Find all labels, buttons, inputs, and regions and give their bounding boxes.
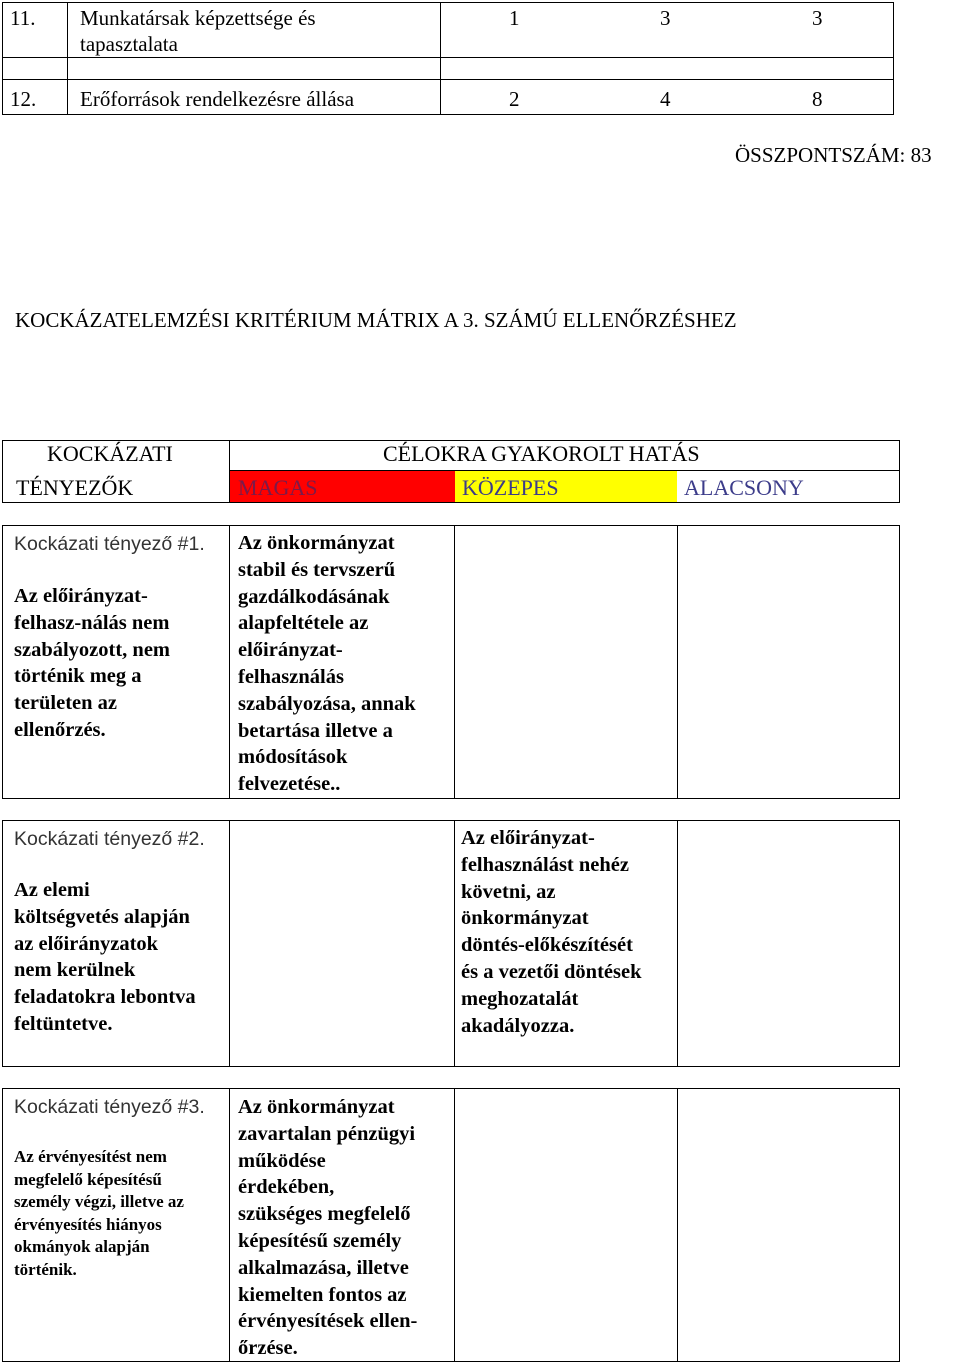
factor-header: TÉNYEZŐK bbox=[16, 475, 134, 500]
row-value: 3 bbox=[812, 6, 823, 30]
matrix-border bbox=[229, 470, 899, 471]
matrix-border bbox=[677, 820, 678, 1067]
matrix-border bbox=[899, 820, 900, 1067]
description-line: költségvetés alapján bbox=[14, 905, 190, 928]
description-line: Az előirányzat- bbox=[14, 585, 148, 607]
impact-line: Az önkormányzat bbox=[238, 532, 395, 554]
impact-line: Az előirányzat- bbox=[461, 827, 595, 849]
matrix-border bbox=[229, 525, 230, 799]
matrix-border bbox=[2, 525, 899, 526]
impact-line: akadályozza. bbox=[461, 1014, 575, 1037]
matrix-border bbox=[899, 1088, 900, 1362]
description-line: területen az bbox=[14, 692, 118, 715]
description-line: feladatokra lebontva bbox=[14, 986, 196, 1009]
table-border bbox=[2, 57, 894, 58]
matrix-border bbox=[2, 525, 3, 799]
description-line: feltüntetve. bbox=[14, 1012, 113, 1035]
impact-line: működése bbox=[238, 1149, 326, 1172]
matrix-title: KOCKÁZATELEMZÉSI KRITÉRIUM MÁTRIX A 3. SZÁMÚ ELLENŐRZÉSHEZ bbox=[15, 308, 737, 332]
impact-line: betartása illetve a bbox=[238, 719, 393, 742]
impact-header: CÉLOKRA GYAKOROLT HATÁS bbox=[383, 441, 700, 466]
description-line: történik meg a bbox=[14, 665, 142, 688]
row-value: 4 bbox=[660, 87, 671, 111]
matrix-border bbox=[677, 525, 678, 799]
impact-line: követni, az bbox=[461, 880, 556, 903]
description-line: Az elemi bbox=[14, 879, 90, 901]
matrix-border bbox=[677, 1088, 678, 1362]
risk-factor-description bbox=[14, 1146, 184, 1281]
description-line: érvényesítés hiányos bbox=[14, 1214, 162, 1234]
matrix-border bbox=[2, 820, 899, 821]
description-line: okmányok alapján bbox=[14, 1237, 150, 1256]
table-border bbox=[893, 2, 894, 115]
impact-line: döntés-előkészítését bbox=[461, 934, 633, 957]
impact-line: érdekében, bbox=[238, 1176, 335, 1199]
impact-line: szükséges megfelelő bbox=[238, 1203, 411, 1226]
matrix-border bbox=[2, 1066, 899, 1067]
impact-line: alapfeltétele az bbox=[238, 612, 369, 635]
matrix-border bbox=[2, 1088, 899, 1089]
medium-impact-text bbox=[461, 825, 641, 1039]
description-line: személy végzi, illetve az bbox=[14, 1192, 184, 1211]
description-line: felhasz-nálás nem bbox=[14, 611, 170, 634]
medium-label: KÖZEPES bbox=[462, 475, 559, 500]
matrix-border bbox=[229, 440, 230, 503]
risk-factor-title: Kockázati tényező #3. bbox=[14, 1096, 205, 1118]
row-label: tapasztalata bbox=[80, 32, 178, 56]
low-label: ALACSONY bbox=[684, 475, 804, 500]
row-number: 12. bbox=[10, 87, 37, 111]
impact-line: meghozatalát bbox=[461, 987, 579, 1010]
row-value: 2 bbox=[509, 87, 520, 111]
impact-line: felhasználást nehéz bbox=[461, 853, 629, 876]
row-label: Erőforrások rendelkezésre állása bbox=[80, 87, 355, 111]
table-border bbox=[2, 114, 894, 115]
description-line: megfelelő képesítésű bbox=[14, 1169, 162, 1189]
impact-line: szabályozása, annak bbox=[238, 692, 416, 715]
risk-factor-description bbox=[14, 583, 170, 744]
matrix-border bbox=[454, 1088, 455, 1362]
matrix-border bbox=[899, 525, 900, 799]
row-label: Munkatársak képzettsége és bbox=[80, 6, 316, 30]
description-line: az előirányzatok bbox=[14, 932, 159, 955]
impact-line: előirányzat- bbox=[238, 639, 343, 662]
matrix-border bbox=[229, 820, 230, 1067]
total-score: ÖSSZPONTSZÁM: 83 bbox=[735, 143, 932, 167]
impact-line: gazdálkodásának bbox=[238, 585, 390, 608]
table-border bbox=[67, 2, 68, 115]
impact-line: Az önkormányzat bbox=[238, 1096, 395, 1118]
description-line: ellenőrzés. bbox=[14, 718, 106, 741]
table-border bbox=[2, 2, 894, 3]
matrix-border bbox=[899, 440, 900, 503]
matrix-border bbox=[454, 525, 455, 799]
matrix-border bbox=[229, 1088, 230, 1362]
description-line: Az érvényesítést nem bbox=[14, 1147, 167, 1166]
matrix-border bbox=[2, 440, 899, 441]
matrix-border bbox=[2, 820, 3, 1067]
impact-line: érvényesítések ellen- bbox=[238, 1310, 418, 1333]
table-border bbox=[2, 79, 894, 80]
matrix-border bbox=[2, 1088, 3, 1362]
impact-line: felhasználás bbox=[238, 665, 344, 688]
impact-line: felvezetése.. bbox=[238, 773, 341, 796]
row-number: 11. bbox=[10, 6, 36, 30]
description-line: történik. bbox=[14, 1259, 77, 1279]
impact-line: őrzése. bbox=[238, 1337, 298, 1360]
matrix-border bbox=[2, 440, 3, 503]
table-border bbox=[2, 2, 3, 115]
high-impact-text bbox=[238, 530, 416, 798]
description-line: nem kerülnek bbox=[14, 959, 136, 982]
factor-header: KOCKÁZATI bbox=[47, 441, 173, 466]
impact-line: és a vezetői döntések bbox=[461, 960, 642, 983]
high-label: MAGAS bbox=[238, 475, 318, 500]
impact-line: zavartalan pénzügyi bbox=[238, 1122, 416, 1145]
high-impact-text bbox=[238, 1094, 417, 1362]
risk-factor-title: Kockázati tényező #1. bbox=[14, 533, 205, 555]
impact-line: alkalmazása, illetve bbox=[238, 1256, 409, 1279]
matrix-border bbox=[2, 502, 899, 503]
impact-line: kiemelten fontos az bbox=[238, 1283, 407, 1306]
matrix-border bbox=[454, 820, 455, 1067]
matrix-border bbox=[2, 798, 899, 799]
row-value: 8 bbox=[812, 87, 823, 111]
impact-line: módosítások bbox=[238, 746, 348, 769]
risk-factor-description bbox=[14, 877, 196, 1038]
table-border bbox=[440, 2, 441, 115]
row-value: 1 bbox=[509, 6, 520, 30]
impact-line: stabil és tervszerű bbox=[238, 558, 396, 581]
row-value: 3 bbox=[660, 6, 671, 30]
impact-line: képesítésű személy bbox=[238, 1229, 402, 1252]
risk-factor-title: Kockázati tényező #2. bbox=[14, 828, 205, 850]
impact-line: önkormányzat bbox=[461, 907, 589, 930]
description-line: szabályozott, nem bbox=[14, 638, 171, 661]
